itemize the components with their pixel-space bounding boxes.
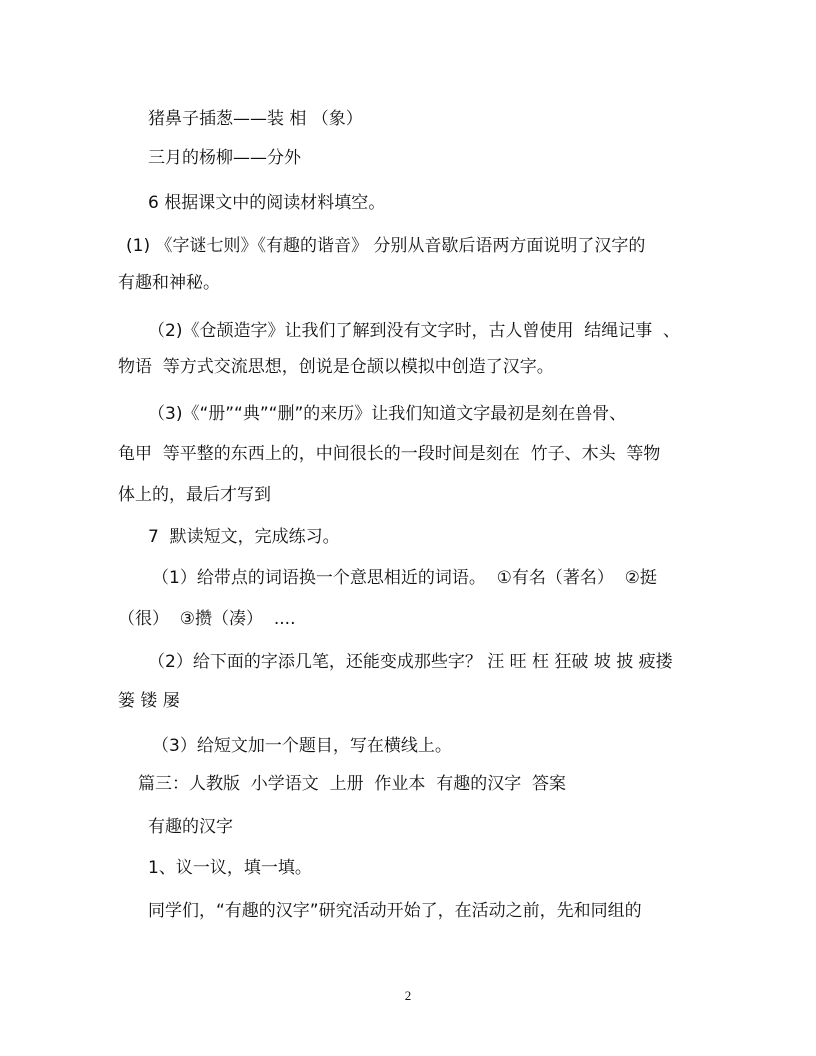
text-line-19: 1、议一议，填一填。	[148, 858, 312, 878]
text-line-7: 物语 等方式交流思想，创说是仓颉以模拟中创造了汉字。	[118, 357, 554, 377]
text-line-16: （3）给短文加一个题目，写在横线上。	[152, 736, 452, 756]
text-line-15: 篓 镂 屡	[118, 691, 180, 711]
text-line-9: 龟甲 等平整的东西上的，中间很长的一段时间是刻在 竹子、木头 等物	[118, 444, 661, 464]
text-line-5: 有趣和神秘。	[118, 273, 220, 293]
text-line-13: （很） ③攒（凑） ....	[118, 609, 296, 629]
text-line-11: 7 默读短文，完成练习。	[148, 527, 340, 547]
text-line-20: 同学们，“有趣的汉字”研究活动开始了，在活动之前，先和同组的	[148, 901, 642, 921]
text-line-3: 6 根据课文中的阅读材料填空。	[148, 193, 386, 213]
text-line-12: （1）给带点的词语换一个意思相近的词语。 ①有名（著名） ②挺	[152, 568, 657, 588]
text-line-6: （2)《仓颉造字》让我们了解到没有文字时，古人曾使用 结绳记事 、	[148, 321, 681, 341]
page-number: 2	[404, 988, 412, 1003]
text-line-14: （2）给下面的字添几笔，还能变成那些字？ 汪 旺 枉 狂破 坡 披 疲搂	[148, 652, 673, 672]
text-line-8: （3)《“册”“典”“删”的来历》让我们知道文字最初是刻在兽骨、	[148, 404, 627, 424]
text-line-4: (1) 《字谜七则》《有趣的谐音》 分别从音歇后语两方面说明了汉字的	[126, 236, 646, 256]
text-line-10: 体上的，最后才写到	[118, 485, 271, 505]
text-line-18: 有趣的汉字	[148, 817, 233, 837]
text-line-2: 三月的杨柳——分外	[148, 148, 301, 168]
text-line-17: 篇三：人教版 小学语文 上册 作业本 有趣的汉字 答案	[138, 774, 567, 794]
text-line-1: 猪鼻子插葱——装 相 （象）	[148, 109, 363, 129]
